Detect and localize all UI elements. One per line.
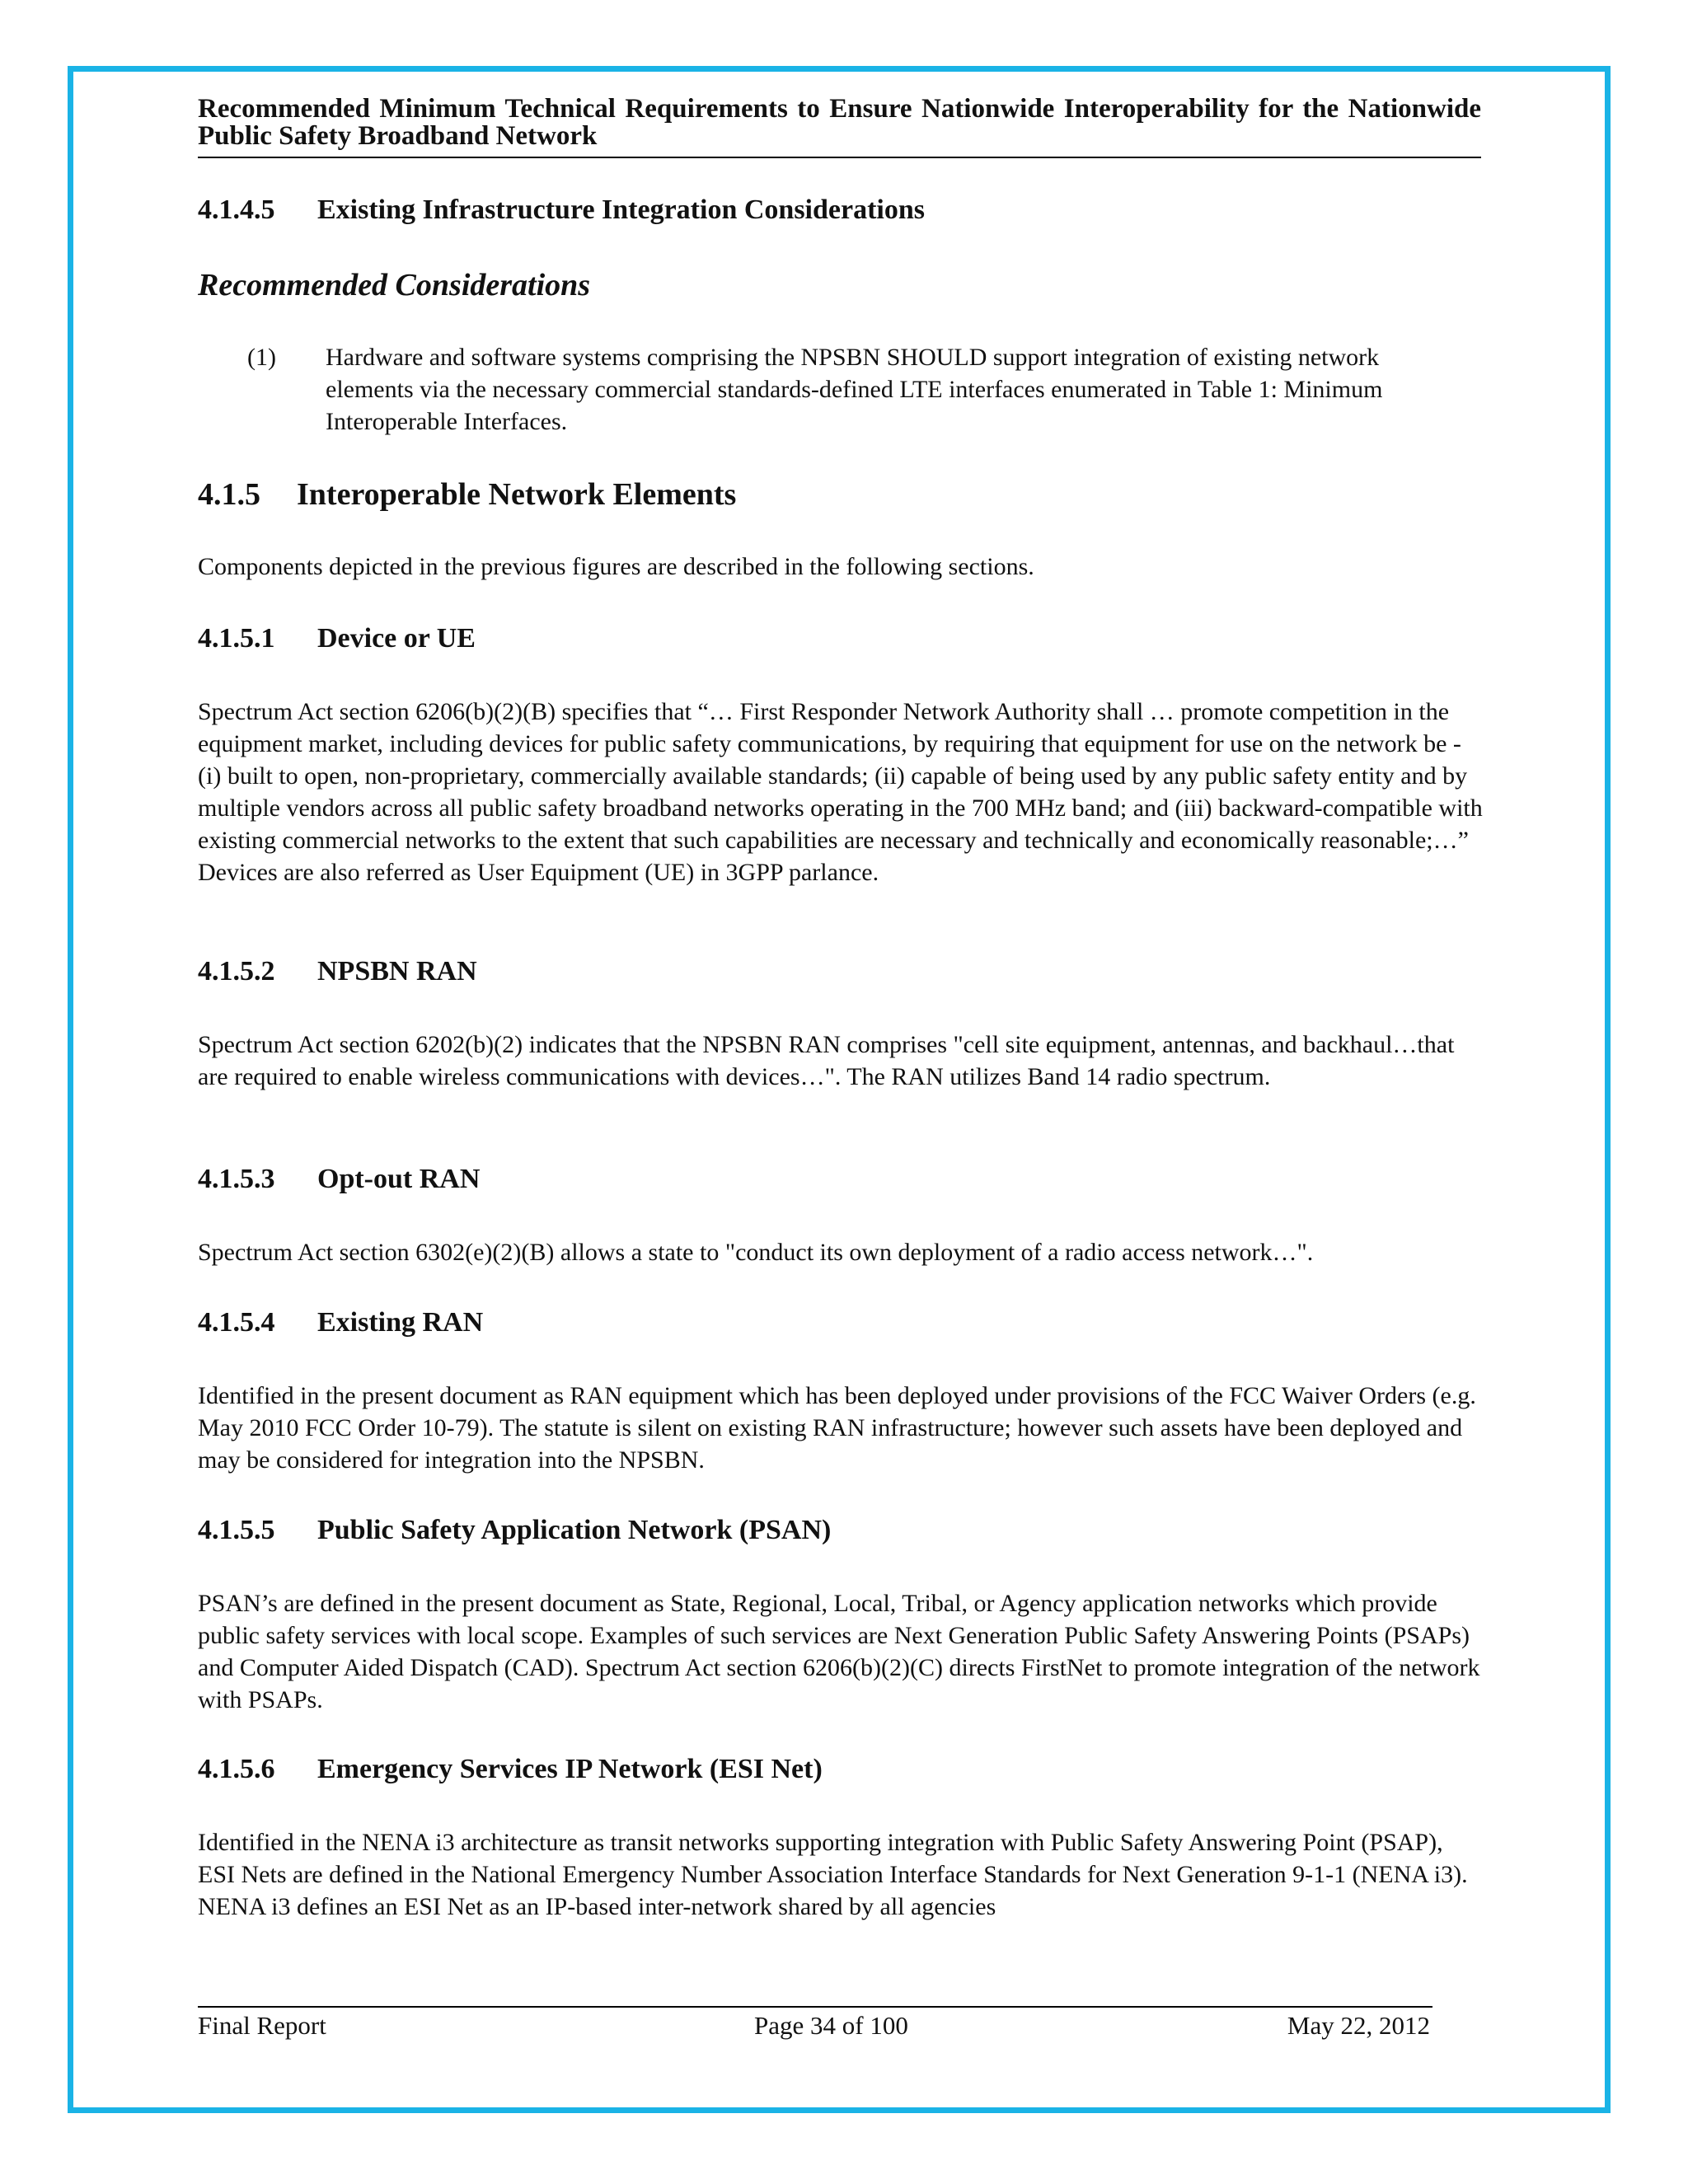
footer-page-number: Page 34 of 100 (754, 2011, 908, 2040)
section-title: Interoperable Network Elements (297, 477, 737, 512)
section-title: Existing Infrastructure Integration Considerations (317, 194, 925, 225)
section-body-4-1-5: Components depicted in the previous figures are described in the following sections. (198, 553, 1034, 580)
section-heading-4-1-5-2 (198, 956, 477, 987)
section-number: 4.1.5.2 (198, 956, 275, 987)
section-title: NPSBN RAN (317, 956, 477, 987)
section-body-4-1-5-1: Spectrum Act section 6206(b)(2)(B) specifies that “… First Responder Network Authority shall … promote competition in the equipment market, including devices for public safety communications, by requiring that equipment for use on the network be - (i) built to open, non-proprietary, commercially available standards; (ii) capable of being used by any public safety entity and by multiple vendors across all public safety broadband networks operating in the 700 MHz band; and (iii) backward-compatible with existing commercial networks to the extent that such capabilities are necessary and technically and economically reasonable;…” Devices are also referred as User Equipment (UE) in 3GPP parlance. (198, 698, 1483, 886)
section-body-4-1-5-3: Spectrum Act section 6302(e)(2)(B) allows a state to "conduct its own deployment of a radio access network…". (198, 1239, 1314, 1266)
list-item-text: Hardware and software systems comprising the NPSBN SHOULD support integration of existing network elements via the necessary commercial standards-defined LTE interfaces enumerated in Table 1: Minimum Interoperable Interfaces. (326, 344, 1383, 435)
section-title: Emergency Services IP Network (ESI Net) (317, 1754, 823, 1784)
section-body-4-1-5-4: Identified in the present document as RAN equipment which has been deployed under provisions of the FCC Waiver Orders (e.g. May 2010 FCC Order 10-79). The statute is silent on existing RAN infrastructure; however such assets have been deployed and may be considered for integration into the NPSBN. (198, 1382, 1476, 1474)
section-number: 4.1.5.6 (198, 1754, 275, 1784)
section-title: Opt-out RAN (317, 1164, 481, 1194)
section-heading-4-1-5-5 (198, 1515, 831, 1546)
section-heading-4-1-5-1 (198, 623, 476, 654)
page-header: Recommended Minimum Technical Requirements to Ensure Nationwide Interoperability for the Nationwide Public Safety Broadband Network (198, 96, 1481, 158)
list-item (198, 341, 1484, 438)
section-title: Device or UE (317, 623, 476, 654)
section-heading-4-1-5 (198, 476, 736, 513)
section-heading-4-1-5-3 (198, 1164, 480, 1195)
section-number: 4.1.5 (198, 477, 260, 512)
section-body-4-1-5-5: PSAN’s are defined in the present document as State, Regional, Local, Tribal, or Agency application networks which provide public safety services with local scope. Examples of such services are Next Generation Public Safety Answering Points (PSAPs) and Computer Aided Dispatch (CAD). Spectrum Act section 6206(b)(2)(C) directs FirstNet to promote integration of the network with PSAPs. (198, 1590, 1480, 1713)
section-number: 4.1.5.4 (198, 1307, 275, 1338)
section-number: 4.1.5.3 (198, 1164, 275, 1194)
recommended-considerations-heading: Recommended Considerations (198, 268, 591, 302)
footer-divider (198, 2006, 1432, 2008)
section-heading-4-1-5-4 (198, 1307, 483, 1338)
footer-date: May 22, 2012 (1287, 2011, 1430, 2040)
section-title: Existing RAN (317, 1307, 484, 1338)
section-number: 4.1.5.5 (198, 1515, 275, 1545)
section-title: Public Safety Application Network (PSAN) (317, 1515, 832, 1545)
section-number: 4.1.4.5 (198, 194, 275, 225)
list-marker: (1) (247, 344, 276, 371)
footer-report-label: Final Report (198, 2011, 326, 2040)
section-number: 4.1.5.1 (198, 623, 275, 654)
section-body-4-1-5-6: Identified in the NENA i3 architecture as transit networks supporting integration with Public Safety Answering Point (PSAP), ESI Nets are defined in the National Emergency Number Association Interface Standards for Next Generation 9-1-1 (NENA i3). NENA i3 defines an ESI Net as an IP-based inter-network shared by all agencies (198, 1829, 1468, 1920)
section-body-4-1-5-2: Spectrum Act section 6202(b)(2) indicates that the NPSBN RAN comprises "cell site equipment, antennas, and backhaul…that are required to enable wireless communications with devices…". The RAN utilizes Band 14 radio spectrum. (198, 1031, 1455, 1090)
section-heading-4-1-5-6 (198, 1754, 823, 1785)
section-heading-4-1-4-5 (198, 194, 925, 226)
